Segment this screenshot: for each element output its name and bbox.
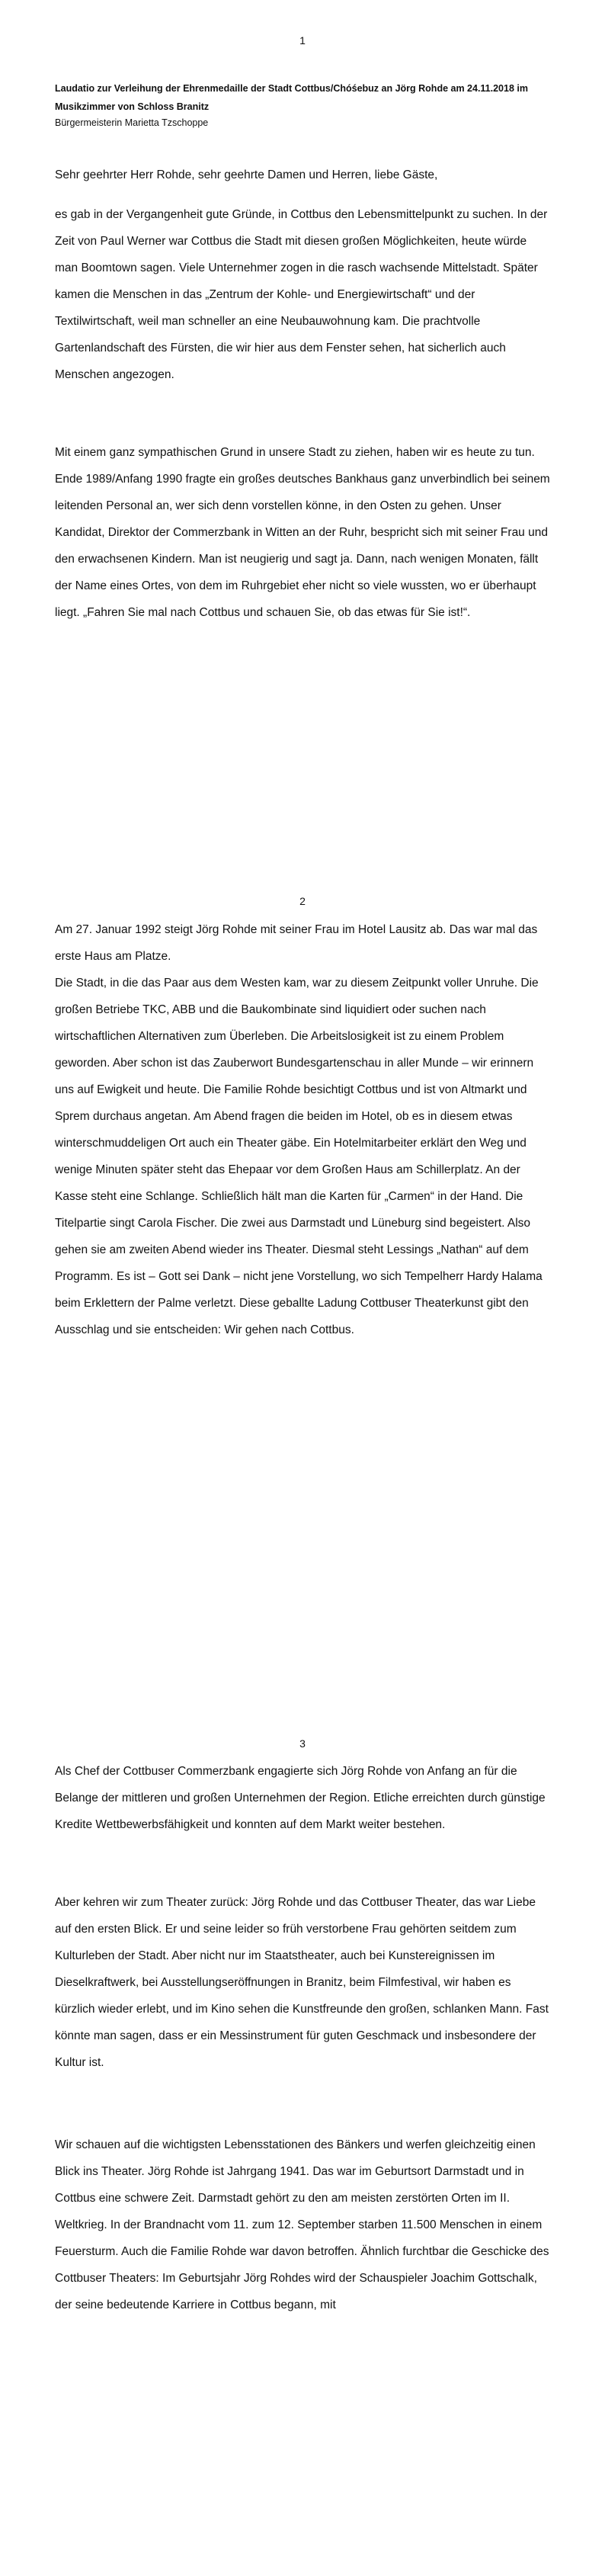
page-number: 1 bbox=[299, 34, 306, 47]
paragraph: Am 27. Januar 1992 steigt Jörg Rohde mit seiner Frau im Hotel Lausitz ab. Das war mal das erste Haus am Platze. bbox=[55, 923, 538, 963]
page-number: 2 bbox=[299, 895, 306, 907]
speaker-name: Bürgermeisterin Marietta Tzschoppe bbox=[55, 117, 209, 128]
page-number: 3 bbox=[299, 1737, 306, 1750]
paragraph: es gab in der Vergangenheit gute Gründe, in Cottbus den Lebensmittelpunkt zu suchen. In der Zeit von Paul Werner war Cottbus die Stadt mit diesen großen Möglichkeiten, heute würde man Boomtown sagen. Viele Unternehmer zogen in die rasch wachsende Mittelstadt. Später kamen die Menschen in das „Zentrum der Kohle- und Energiewirtschaft“ und der Textilwirtschaft, weil man schneller an eine Neubauwohnung kam. Die prachtvolle Gartenlandschaft des Fürsten, die wir hier aus dem Fenster sehen, hat sicherlich auch Menschen angezogen. bbox=[55, 208, 548, 381]
paragraph: Die Stadt, in die das Paar aus dem Westen kam, war zu diesem Zeitpunkt voller Unruhe. Die großen Betriebe TKC, ABB und die Baukombinate sind liquidiert oder suchen nach wirtschaftlichen Alternativen zum Überleben. Die Arbeitslosigkeit ist zu einem Problem geworden. Aber schon ist das Zauberwort Bundesgartenschau in aller Munde – wir erinnern uns auf Ewigkeit und heute. Die Familie Rohde besichtigt Cottbus und ist von Altmarkt und Sprem durchaus angetan. Am Abend fragen die beiden im Hotel, ob es in diesem etwas winterschmuddeligen Ort auch ein Theater gäbe. Ein Hotelmitarbeiter erklärt den Weg und wenige Minuten später steht das Ehepaar vor dem Großen Haus am Schillerplatz. An der Kasse steht eine Schlange. Schließlich hält man die Karten für „Carmen“ in der Hand. Die Titelpartie singt Carola Fischer. Die zwei aus Darmstadt und Lüneburg sind begeistert. Also gehen sie am zweiten Abend wieder ins Theater. Diesmal steht Lessings „Nathan“ auf dem Programm. Es ist – Gott sei Dank – nicht jene Vorstellung, wo sich Tempelherr Hardy Halama beim Erklettern der Palme verletzt. Diese geballte Ladung Cottbuser Theaterkunst gibt den Ausschlag und sie entscheiden: Wir gehen nach Cottbus. bbox=[55, 977, 543, 1336]
paragraph: Als Chef der Cottbuser Commerzbank engagierte sich Jörg Rohde von Anfang an für die Belange der mittleren und großen Unternehmen der Region. Etliche erreichten durch günstige Kredite Wettbewerbsfähigkeit und konnten auf dem Markt weiter bestehen. bbox=[55, 1765, 546, 1831]
paragraph: Wir schauen auf die wichtigsten Lebensstationen des Bänkers und werfen gleichzeitig einen Blick ins Theater. Jörg Rohde ist Jahrgang 1941. Das war im Geburtsort Darmstadt und in Cottbus eine schwere Zeit. Darmstadt gehört zu den am meisten zerstörten Orten im II. Weltkrieg. In der Brandnacht vom 11. zum 12. September starben 11.500 Menschen in einem Feuersturm. Auch die Familie Rohde war davon betroffen. Ähnlich furchtbar die Geschicke des Cottbuser Theaters: Im Geburtsjahr Jörg Rohdes wird der Schauspieler Joachim Gottschalk, der seine bedeutende Karriere in Cottbus begann, mit bbox=[55, 2138, 549, 2311]
document-title: Laudatio zur Verleihung der Ehrenmedaille der Stadt Cottbus/Chóśebuz an Jörg Rohde am 24.11.2018 im Musikzimmer von Schloss Branitz bbox=[55, 83, 528, 112]
document-header bbox=[55, 79, 550, 130]
salutation: Sehr geehrter Herr Rohde, sehr geehrte Damen und Herren, liebe Gäste, bbox=[55, 168, 438, 181]
paragraph: Aber kehren wir zum Theater zurück: Jörg Rohde und das Cottbuser Theater, das war Liebe auf den ersten Blick. Er und seine leider so früh verstorbene Frau gehörten seitdem zum Kulturleben der Stadt. Aber nicht nur im Staatstheater, auch bei Kunstereignissen im Dieselkraftwerk, bei Ausstellungseröffnungen in Branitz, beim Filmfestival, wir haben es kürzlich wieder erlebt, und im Kino sehen die Kunstfreunde den großen, schlanken Mann. Fast könnte man sagen, dass er ein Messinstrument für guten Geschmack und insbesondere der Kultur ist. bbox=[55, 1896, 549, 2069]
paragraph: Mit einem ganz sympathischen Grund in unsere Stadt zu ziehen, haben wir es heute zu tun. Ende 1989/Anfang 1990 fragte ein großes deutsches Bankhaus ganz unverbindlich bei seinem leitenden Personal an, wer sich denn vorstellen könne, in den Osten zu gehen. Unser Kandidat, Direktor der Commerzbank in Witten an der Ruhr, bespricht sich mit seiner Frau und den erwachsenen Kindern. Man ist neugierig und sagt ja. Dann, nach wenigen Monaten, fällt der Name eines Ortes, von dem im Ruhrgebiet eher nicht so viele wussten, wo er überhaupt liegt. „Fahren Sie mal nach Cottbus und schauen Sie, ob das etwas für Sie ist!“. bbox=[55, 446, 550, 619]
